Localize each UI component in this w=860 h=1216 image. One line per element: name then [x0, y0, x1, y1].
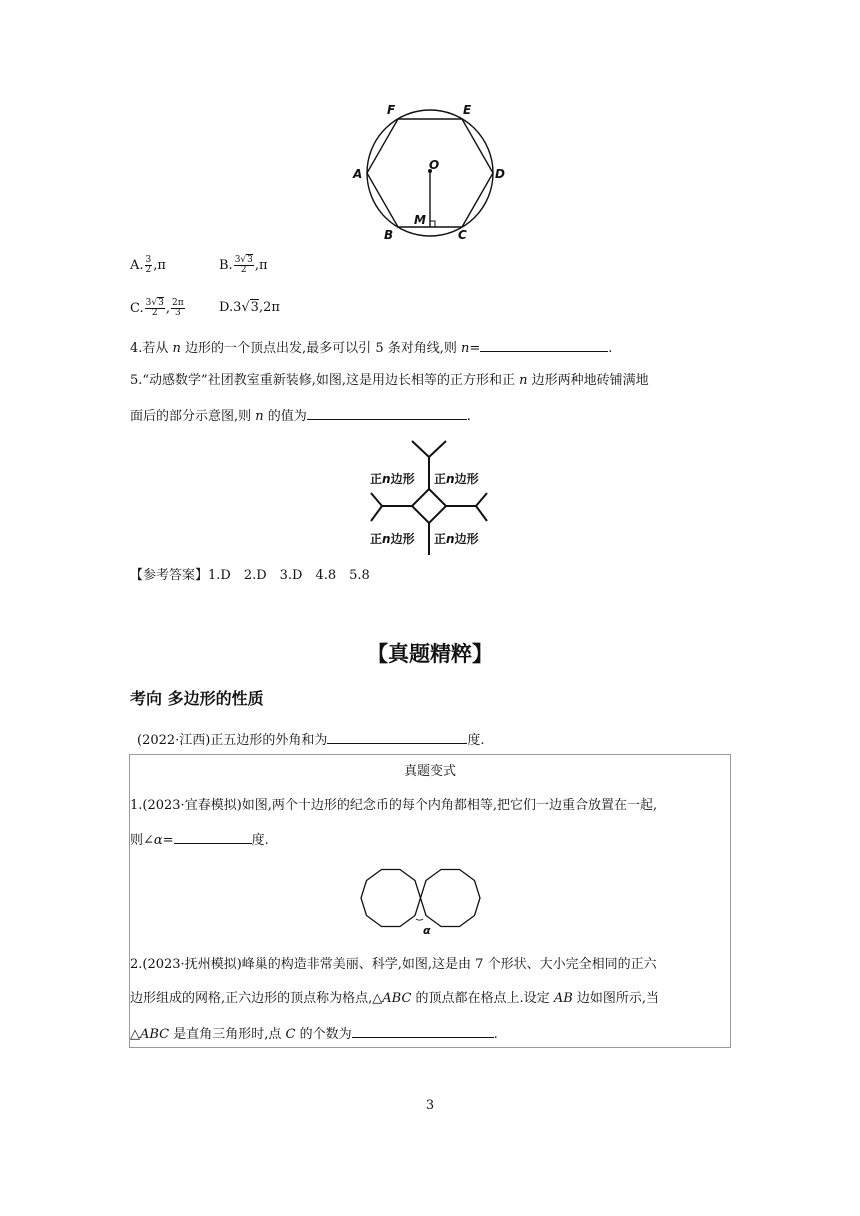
- option-d: D.3√3,2π: [219, 300, 280, 315]
- q4-var2: n: [461, 341, 470, 356]
- q1-alpha: α: [153, 833, 163, 848]
- option-b: [219, 256, 268, 275]
- option-c-denominator-1: 2: [151, 308, 158, 318]
- variant-q1-line-1: 1.(2023·宜春模拟)如图,两个十边形的纪念币的每个内角都相等,把它们一边重合放置在一起,: [130, 798, 658, 813]
- option-a-prefix: A.: [130, 258, 144, 273]
- option-c: [130, 299, 186, 318]
- reference-answers: 【参考答案】1.D 2.D 3.D 4.8 5.8: [130, 568, 370, 583]
- q2-line2-b: 的顶点都在格点上.设定: [411, 991, 554, 1006]
- hexagon-circle-figure: [340, 95, 520, 245]
- q2-line3-triangle-symbol: △: [130, 1027, 140, 1042]
- main-question: [137, 730, 485, 750]
- q5-answer-blank[interactable]: [307, 406, 467, 420]
- option-b-tail: ,π: [254, 258, 268, 273]
- variant-q2-line-3: [130, 1024, 498, 1044]
- q2-line3-b: 的个数为: [295, 1027, 352, 1042]
- option-c-denominator-2: 3: [174, 308, 181, 318]
- q1-angle-prefix: 则∠: [130, 833, 154, 848]
- label-m: M: [414, 213, 426, 227]
- tiling-label-top-left: 正n边形: [370, 472, 415, 486]
- q2-answer-blank[interactable]: [352, 1024, 494, 1038]
- q4-text-b: 边形的一个顶点出发,最多可以引 5 条对角线,则: [180, 341, 461, 356]
- q2-ab: AB: [553, 991, 573, 1006]
- main-question-blank[interactable]: [327, 730, 467, 744]
- label-b: B: [384, 228, 394, 242]
- label-d: D: [495, 167, 505, 181]
- decagons-figure: [355, 860, 505, 940]
- option-b-coef: 3: [234, 255, 241, 265]
- option-c-separator: ,: [165, 301, 170, 316]
- decagon-left: [361, 870, 421, 927]
- question-4: [130, 338, 612, 358]
- q5-line2-b: 的值为: [263, 409, 307, 424]
- option-c-radicand: 3: [158, 298, 164, 308]
- label-a: A: [353, 167, 363, 181]
- tiling-label-top-right: 正n边形: [434, 472, 479, 486]
- label-c: C: [458, 228, 467, 242]
- q1-answer-blank[interactable]: [174, 830, 252, 844]
- q5-end: .: [466, 409, 471, 424]
- alpha-label: α: [423, 924, 431, 937]
- option-a: [130, 256, 166, 275]
- angle-alpha-arc: [416, 919, 423, 920]
- variant-q1-line-2: [130, 830, 269, 850]
- option-c-numerator-1: 3√3: [145, 298, 164, 308]
- option-b-numerator: 3√3: [234, 255, 253, 265]
- label-f: F: [387, 103, 396, 117]
- q2-triangle-symbol: △: [372, 991, 383, 1006]
- q2-line3-a: 是直角三角形时,点: [169, 1027, 286, 1042]
- option-c-fraction-1: [145, 299, 165, 318]
- option-a-numerator: 3: [145, 255, 152, 265]
- q1-equals: =: [162, 833, 174, 848]
- q5-line2-a: 面后的部分示意图,则: [130, 409, 256, 424]
- q5-line2-var: n: [255, 409, 264, 424]
- variant-box-title: 真题变式: [403, 764, 456, 779]
- tiling-edge: [429, 441, 446, 457]
- option-c-numerator-2: 2π: [171, 298, 184, 308]
- tiling-edge: [476, 493, 487, 506]
- option-b-prefix: B.: [219, 258, 233, 273]
- tiling-edge: [371, 493, 382, 506]
- label-e: E: [463, 103, 472, 117]
- option-a-tail: ,π: [153, 258, 166, 273]
- q4-text-c: =: [469, 341, 481, 356]
- option-d-radicand: 3: [250, 300, 259, 315]
- tiling-square: [412, 489, 446, 523]
- tiling-label-bottom-left: 正n边形: [370, 532, 415, 546]
- q5-line1-a: 5.“动感数学”社团教室重新装修,如图,这是用边长相等的正方形和正: [130, 373, 520, 388]
- tiling-edge: [476, 506, 487, 521]
- option-b-denominator: 2: [240, 265, 247, 275]
- option-b-radicand: 3: [247, 255, 253, 265]
- q4-answer-blank[interactable]: [480, 338, 608, 352]
- q4-var: n: [172, 341, 181, 356]
- option-a-fraction: [145, 256, 153, 275]
- option-c-coef: 3: [145, 298, 152, 308]
- option-c-fraction-2: [171, 299, 185, 318]
- question-5-line-2: [130, 406, 471, 426]
- q2-line3-abc: ABC: [140, 1027, 170, 1042]
- option-d-tail: ,2π: [258, 300, 280, 315]
- option-b-fraction: [234, 256, 254, 275]
- q1-end: 度.: [251, 833, 269, 848]
- question-5-line-1: [130, 372, 649, 390]
- page-number: 3: [425, 1098, 435, 1113]
- sub-title: 考向 多边形的性质: [130, 689, 264, 708]
- q2-line3-c: C: [285, 1027, 296, 1042]
- label-o: O: [429, 158, 440, 172]
- tiling-edge: [371, 506, 382, 521]
- decagon-right: [421, 870, 481, 927]
- option-a-denominator: 2: [145, 265, 152, 275]
- q4-text-a: 4.若从: [130, 341, 173, 356]
- q5-line1-b: 边形两种地砖铺满地: [527, 373, 649, 388]
- tiling-label-bottom-right: 正n边形: [434, 532, 479, 546]
- q2-line3-end: .: [493, 1027, 498, 1042]
- option-c-prefix: C.: [130, 301, 144, 316]
- section-title: 【真题精粹】: [367, 642, 493, 666]
- tiling-figure: [368, 437, 492, 557]
- q2-line2-a: 边形组成的网格,正六边形的顶点称为格点,: [130, 991, 373, 1006]
- q5-line1-var: n: [519, 373, 528, 388]
- q4-end: .: [608, 341, 613, 356]
- right-angle-mark: [430, 221, 435, 227]
- main-question-text: (2022·江西)正五边形的外角和为: [137, 733, 328, 748]
- variant-q2-line-1: 2.(2023·抚州模拟)峰巢的构造非常美丽、科学,如图,这是由 7 个形状、大小完全相同的正六: [130, 957, 657, 972]
- variant-q2-line-2: [130, 990, 659, 1008]
- q2-abc: ABC: [382, 991, 412, 1006]
- main-question-end: 度.: [467, 733, 485, 748]
- q2-line2-c: 边如图所示,当: [572, 991, 660, 1006]
- option-d-prefix: D.3: [219, 300, 242, 315]
- tiling-edge: [412, 441, 429, 457]
